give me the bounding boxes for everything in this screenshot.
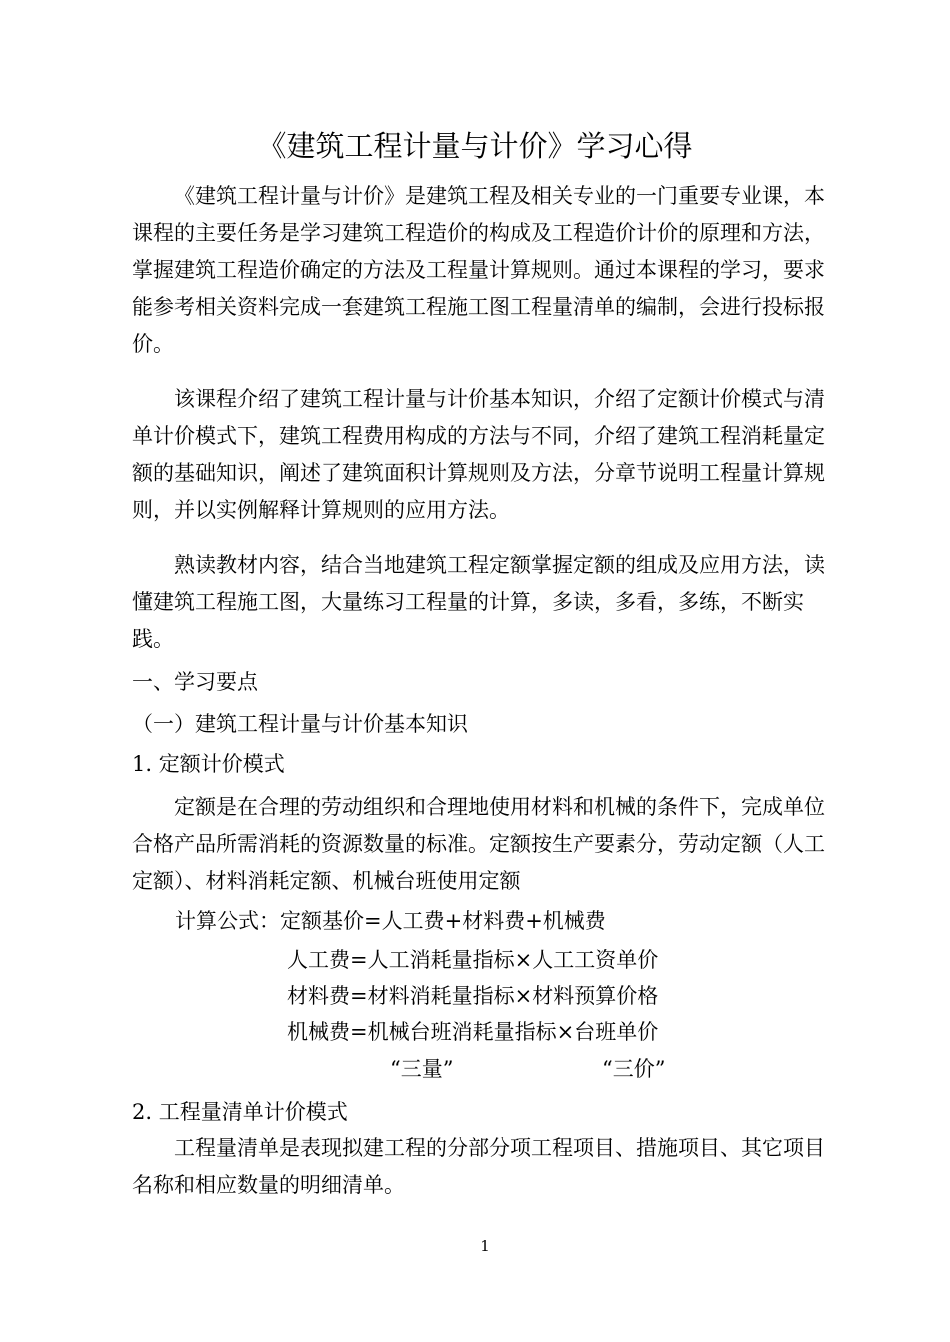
formula-quantity-note: “三量” [390,1057,454,1081]
intro-paragraph-3: 熟读教材内容，结合当地建筑工程定额掌握定额的组成及应用方法，读懂建筑工程施工图，大量练习工程量的计算，多读，多看，多练，不断实践。 [132,553,825,651]
intro-paragraph-2: 该课程介绍了建筑工程计量与计价基本知识，介绍了定额计价模式与清单计价模式下，建筑工程费用构成的方法与不同，介绍了建筑工程消耗量定额的基础知识，阐述了建筑面积计算规则及方法，分章节说明工程量计算规则，并以实例解释计算规则的应用方法。 [132,387,825,522]
formula-price-note: “三价” [602,1057,666,1081]
item2-paragraph: 工程量清单是表现拟建工程的分部分项工程项目、措施项目、其它项目名称和相应数量的明细清单。 [132,1136,825,1197]
section-heading: 一、学习要点 [132,670,258,694]
formula-labor: 人工费=人工消耗量指标×人工工资单价 [287,948,659,972]
item2-heading: 2. 工程量清单计价模式 [132,1100,348,1124]
formula-machine: 机械费=机械台班消耗量指标×台班单价 [287,1020,659,1044]
intro-paragraph-1: 《建筑工程计量与计价》是建筑工程及相关专业的一门重要专业课，本课程的主要任务是学习建筑工程造价的构成及工程造价计价的原理和方法，掌握建筑工程造价确定的方法及工程量计算规则。通过本课程的学习，要求能参考相关资料完成一套建筑工程施工图工程量清单的编制，会进行投标报价。 [132,184,825,356]
item1-paragraph: 定额是在合理的劳动组织和合理地使用材料和机械的条件下，完成单位合格产品所需消耗的资源数量的标准。定额按生产要素分，劳动定额（人工定额）、材料消耗定额、机械台班使用定额 [132,795,825,893]
item1-heading: 1. 定额计价模式 [132,752,285,776]
page-number: 1 [480,1237,490,1255]
formula-material: 材料费=材料消耗量指标×材料预算价格 [287,984,659,1008]
formula-lead: 计算公式：定额基价=人工费+材料费+机械费 [175,909,606,933]
subsection-heading: （一）建筑工程计量与计价基本知识 [132,712,468,736]
document-title: 《建筑工程计量与计价》学习心得 [257,129,693,163]
